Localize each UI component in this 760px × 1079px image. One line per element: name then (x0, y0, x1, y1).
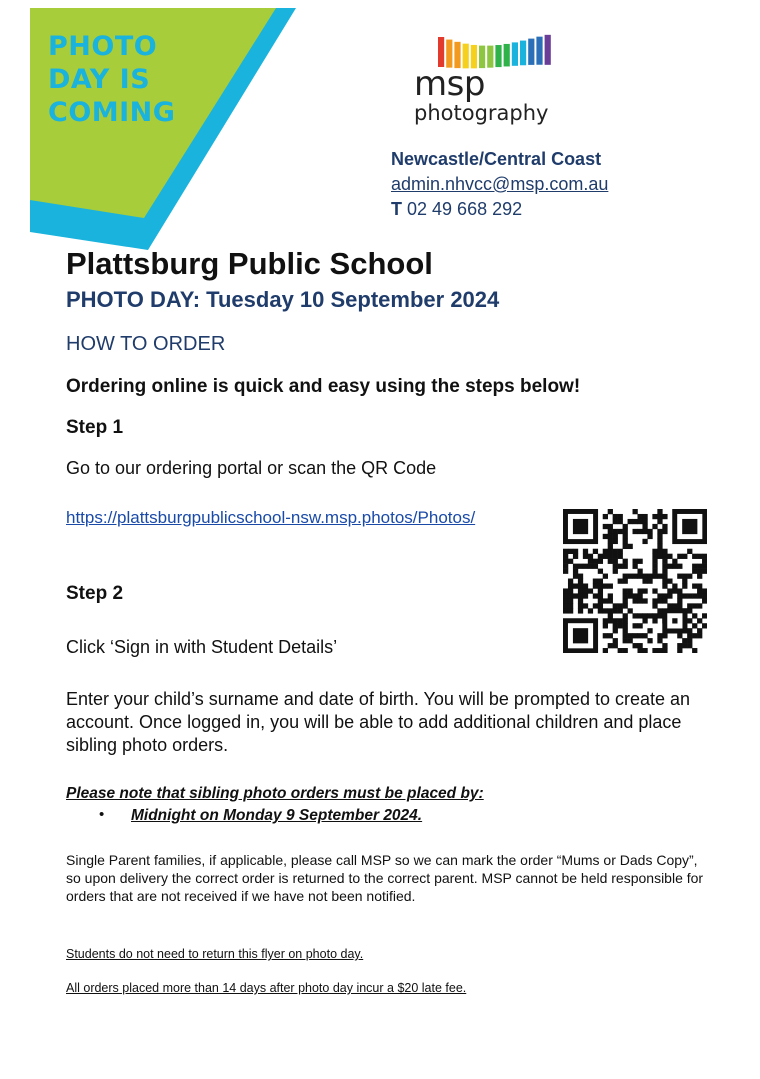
bullet-marker: • (99, 806, 105, 823)
logo-stripe (487, 46, 493, 68)
qr-code[interactable] (563, 509, 707, 653)
step-2-paragraph: Enter your child’s surname and date of birth. You will be prompted to create an account. Once logged in, you will be able to add additional children and place sibling photo orders. (66, 689, 691, 755)
phone-number: 02 49 668 292 (407, 199, 523, 219)
phone-prefix: T (391, 199, 402, 219)
order-intro: Ordering online is quick and easy using the steps below! (66, 376, 581, 397)
logo-stripe (438, 37, 444, 67)
late-fee-note: All orders placed more than 14 days after photo day incur a $20 late fee. (66, 981, 467, 995)
step-1-text: Go to our ordering portal or scan the QR Code (66, 458, 437, 478)
banner-line-2: DAY IS (48, 64, 151, 95)
contact-region: Newcastle/Central Coast (391, 149, 602, 169)
logo-brand-bottom: photography (414, 101, 549, 125)
banner-text (48, 30, 175, 129)
logo-brand-top: msp (414, 64, 485, 104)
contact-block (391, 147, 608, 222)
no-return-note: Students do not need to return this flyer on photo day. (66, 947, 364, 961)
sibling-deadline: Midnight on Monday 9 September 2024. (131, 807, 423, 824)
photo-day-date: PHOTO DAY: Tuesday 10 September 2024 (66, 287, 500, 312)
step-1-title: Step 1 (66, 417, 124, 438)
sibling-note: Please note that sibling photo orders must be placed by: (66, 785, 484, 802)
logo-stripe (495, 45, 501, 67)
logo-stripe (536, 37, 542, 65)
step-2-title: Step 2 (66, 583, 124, 604)
contact-phone (391, 197, 608, 222)
step-2-text: Click ‘Sign in with Student Details’ (66, 637, 338, 657)
logo-stripe (545, 35, 551, 65)
logo-stripe (528, 39, 534, 65)
logo-stripe (512, 42, 518, 65)
logo-stripe (520, 41, 526, 66)
portal-link[interactable]: https://plattsburgpublicschool-nsw.msp.photos/Photos/ (66, 508, 476, 527)
banner-line-1: PHOTO (48, 31, 158, 62)
single-parent-note: Single Parent families, if applicable, please call MSP so we can mark the order “Mums or Dads Copy”, so upon delivery the correct order is returned to the correct parent. MSP cannot be held responsible for orders that are not received if we have not been notified. (66, 852, 704, 904)
contact-email-link[interactable]: admin.nhvcc@msp.com.au (391, 174, 609, 194)
logo-stripe (504, 44, 510, 67)
banner-line-3: COMING (48, 97, 176, 128)
school-name: Plattsburg Public School (66, 246, 433, 281)
how-to-order-heading: HOW TO ORDER (66, 333, 226, 355)
